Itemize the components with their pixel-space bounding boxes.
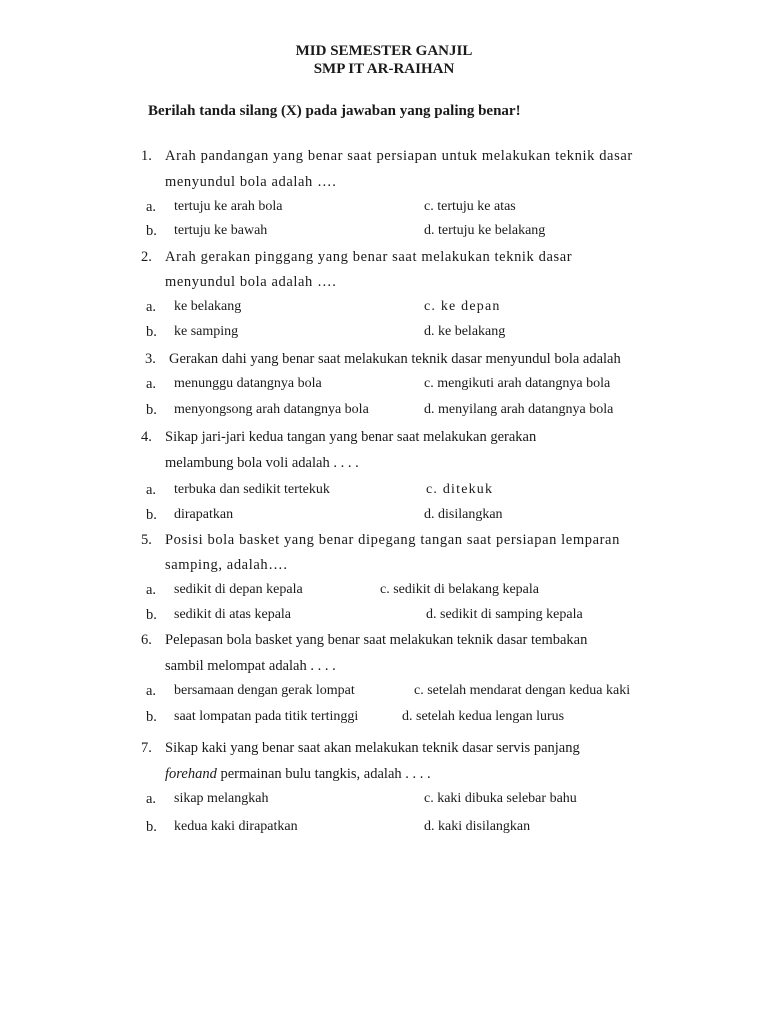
- option-letter: b.: [146, 223, 157, 239]
- option-d[interactable]: d. disilangkan: [424, 507, 503, 522]
- question-text: Arah gerakan pinggang yang benar saat melakukan teknik dasar: [165, 249, 573, 265]
- question-text-cont: menyundul bola adalah ….: [165, 274, 337, 290]
- exam-title: MID SEMESTER GANJIL: [295, 43, 473, 59]
- option-letter: a.: [146, 299, 157, 315]
- option-a[interactable]: sedikit di depan kepala: [174, 582, 303, 597]
- option-letter: b.: [146, 819, 157, 835]
- question-text-cont: [165, 766, 431, 783]
- question-text: Pelepasan bola basket yang benar saat melakukan teknik dasar tembakan: [165, 632, 588, 648]
- question-text: Arah pandangan yang benar saat persiapan untuk melakukan teknik dasar: [165, 148, 633, 164]
- question-number: 2.: [141, 249, 152, 265]
- option-letter: a.: [146, 199, 157, 215]
- option-d[interactable]: d. setelah kedua lengan lurus: [402, 709, 565, 724]
- option-letter: a.: [146, 582, 157, 598]
- option-a[interactable]: menunggu datangnya bola: [174, 376, 322, 391]
- option-d[interactable]: d. menyilang arah datangnya bola: [424, 402, 614, 417]
- option-b[interactable]: kedua kaki dirapatkan: [174, 819, 298, 834]
- option-c[interactable]: c. ditekuk: [426, 482, 494, 497]
- option-c[interactable]: c. ke depan: [424, 299, 501, 314]
- option-c[interactable]: c. kaki dibuka selebar bahu: [424, 791, 577, 806]
- option-b[interactable]: tertuju ke bawah: [174, 223, 268, 238]
- option-a[interactable]: tertuju ke arah bola: [174, 199, 283, 214]
- option-letter: b.: [146, 324, 157, 340]
- option-b[interactable]: menyongsong arah datangnya bola: [174, 402, 369, 417]
- question-text-cont: sambil melompat adalah . . . .: [165, 658, 336, 674]
- question-text: Posisi bola basket yang benar dipegang tangan saat persiapan lemparan: [165, 532, 620, 548]
- question-text: Sikap kaki yang benar saat akan melakukan teknik dasar servis panjang: [165, 740, 580, 756]
- option-c[interactable]: c. mengikuti arah datangnya bola: [424, 376, 611, 391]
- option-letter: b.: [146, 709, 157, 725]
- question-number: 7.: [141, 740, 152, 756]
- question-number: 4.: [141, 429, 152, 445]
- option-letter: b.: [146, 402, 157, 418]
- option-letter: a.: [146, 482, 157, 498]
- question-text-cont: melambung bola voli adalah . . . .: [165, 455, 359, 471]
- question-text-cont: menyundul bola adalah ….: [165, 174, 337, 190]
- option-d[interactable]: d. ke belakang: [424, 324, 506, 339]
- option-b[interactable]: ke samping: [174, 324, 239, 339]
- option-letter: a.: [146, 683, 157, 699]
- question-number: 1.: [141, 148, 152, 164]
- option-c[interactable]: c. tertuju ke atas: [424, 199, 516, 214]
- school-name: SMP IT AR-RAIHAN: [313, 61, 455, 77]
- instruction: Berilah tanda silang (X) pada jawaban yang paling benar!: [148, 103, 521, 119]
- option-letter: a.: [146, 376, 157, 392]
- option-c[interactable]: c. setelah mendarat dengan kedua kaki: [414, 683, 631, 698]
- option-letter: b.: [146, 607, 157, 623]
- question-number: 5.: [141, 532, 152, 548]
- option-letter: a.: [146, 791, 157, 807]
- option-letter: b.: [146, 507, 157, 523]
- question-text: Sikap jari-jari kedua tangan yang benar saat melakukan gerakan: [165, 429, 537, 445]
- option-b[interactable]: sedikit di atas kepala: [174, 607, 292, 622]
- option-a[interactable]: terbuka dan sedikit tertekuk: [174, 482, 330, 497]
- option-a[interactable]: sikap melangkah: [174, 791, 269, 806]
- option-b[interactable]: saat lompatan pada titik tertinggi: [174, 709, 359, 724]
- option-a[interactable]: bersamaan dengan gerak lompat: [174, 683, 355, 698]
- option-a[interactable]: ke belakang: [174, 299, 242, 314]
- question-text: Gerakan dahi yang benar saat melakukan teknik dasar menyundul bola adalah: [169, 351, 621, 367]
- option-b[interactable]: dirapatkan: [174, 507, 234, 522]
- question-text-rest: permainan bulu tangkis, adalah . . . .: [216, 766, 431, 782]
- question-number: 3.: [145, 351, 156, 367]
- question-text-cont: samping, adalah….: [165, 557, 288, 573]
- option-d[interactable]: d. sedikit di samping kepala: [426, 607, 583, 622]
- italic-term: forehand: [165, 766, 217, 782]
- option-d[interactable]: d. kaki disilangkan: [424, 819, 531, 834]
- question-number: 6.: [141, 632, 152, 648]
- option-d[interactable]: d. tertuju ke belakang: [424, 223, 546, 238]
- option-c[interactable]: c. sedikit di belakang kepala: [380, 582, 539, 597]
